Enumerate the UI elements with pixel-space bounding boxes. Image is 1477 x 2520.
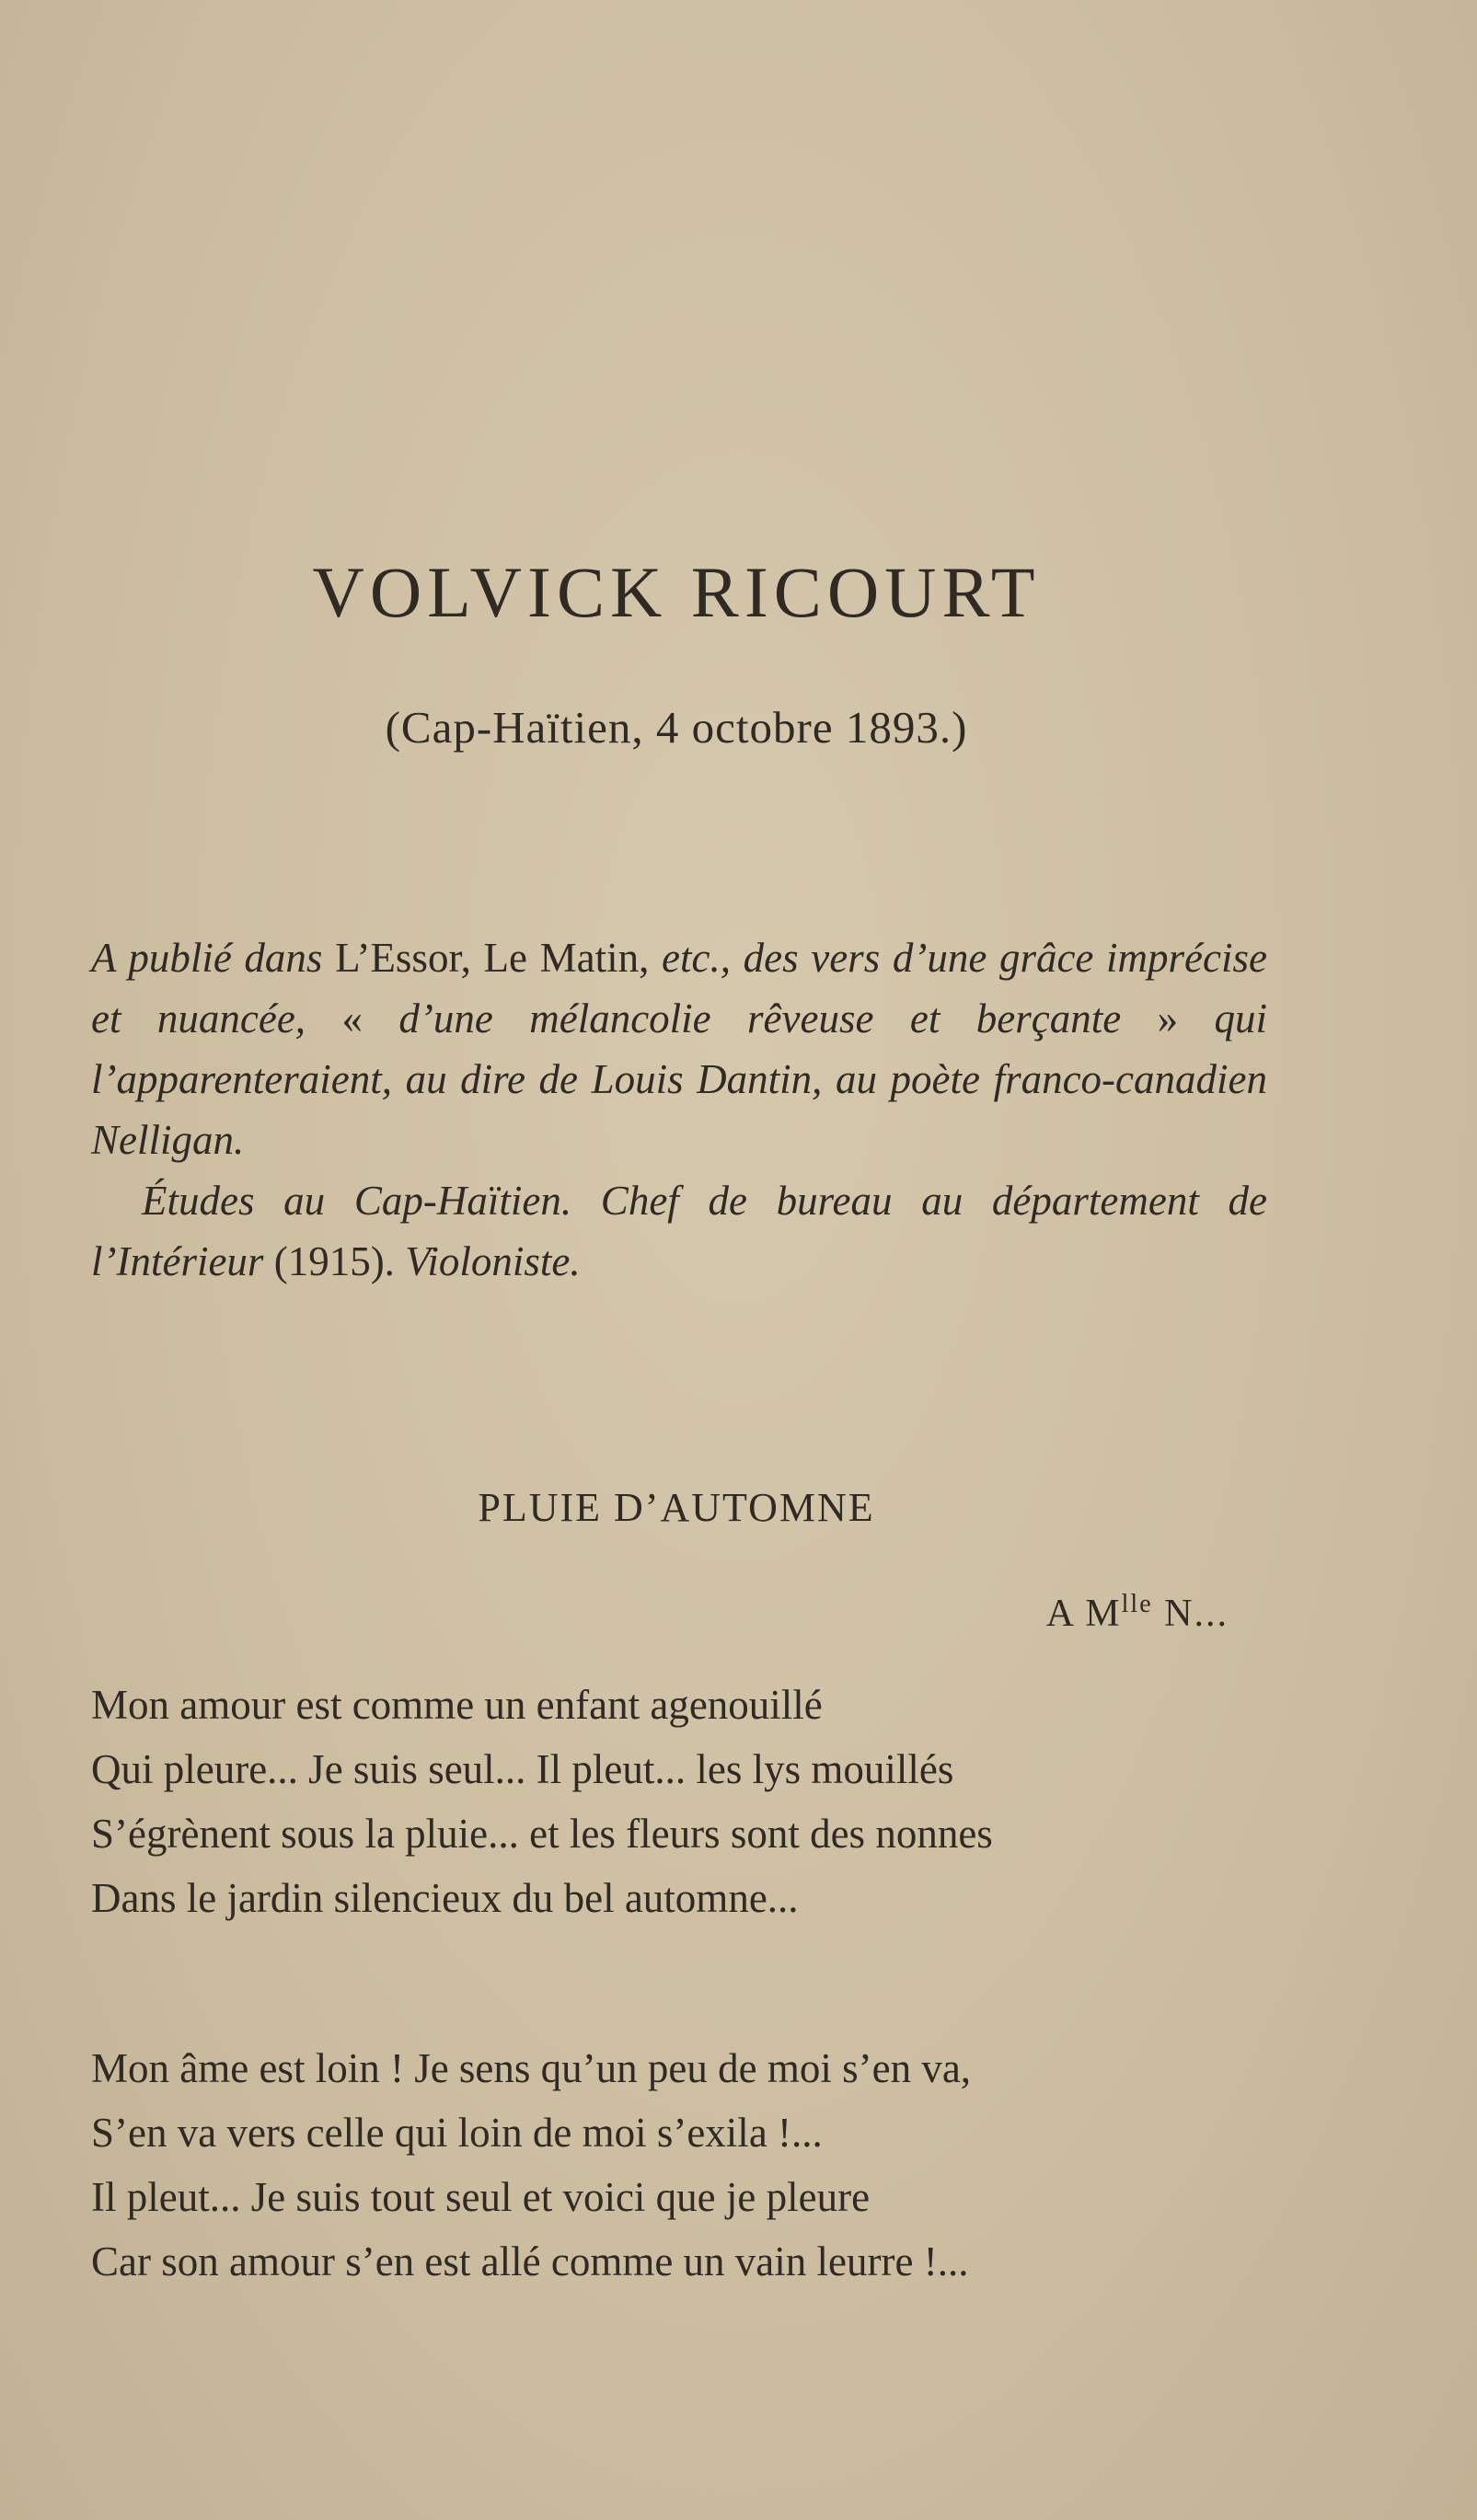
- author-bio: [91, 927, 1267, 1292]
- bio-text: etc.,: [662, 935, 731, 981]
- poem-title: PLUIE D’AUTOMNE: [478, 1485, 875, 1530]
- bio-text: A publié dans: [91, 935, 323, 981]
- bio-text: Violoniste.: [405, 1238, 581, 1284]
- verse-line: Il pleut... Je suis tout seul et voici que je pleure: [91, 2174, 871, 2220]
- verse-line: Qui pleure... Je suis seul... Il pleut... les lys mouillés: [91, 1746, 954, 1792]
- bio-quote: d’une mélancolie rêveuse et berçante: [398, 995, 1122, 1041]
- bio-text: qui l’apparenteraient, au dire de Louis Dantin, au poète franco-canadien Nelligan.: [91, 995, 1268, 1163]
- bio-text: des vers d’une grâce imprécise et nuancée,: [91, 935, 1267, 1041]
- poem-dedication: [1046, 1592, 1229, 1633]
- stanza-1: [91, 1673, 1269, 1930]
- verse-line: Mon âme est loin ! Je sens qu’un peu de moi s’en va,: [91, 2045, 972, 2091]
- quote-close: »: [1157, 995, 1179, 1041]
- author-name: VOLVICK RICOURT: [312, 552, 1041, 632]
- author-birth: (Cap-Haïtien, 4 octobre 1893.): [385, 702, 968, 753]
- quote-open: «: [341, 995, 363, 1041]
- bio-text: Études au Cap-Haïtien. Chef de bureau au département de l’Intérieur: [91, 1178, 1267, 1284]
- dedication-sup: lle: [1121, 1590, 1153, 1618]
- bio-paragraph-2: [91, 1170, 1267, 1292]
- verse-line: Dans le jardin silencieux du bel automne...: [91, 1875, 799, 1921]
- dedication-suffix: N...: [1152, 1593, 1229, 1635]
- verse-line: S’égrènent sous la pluie... et les fleurs sont des nonnes: [91, 1811, 993, 1857]
- bio-publications: L’Essor, Le Matin,: [335, 935, 650, 981]
- verse-line: Car son amour s’en est allé comme un vain leurre !...: [91, 2238, 969, 2284]
- verse-line: Mon amour est comme un enfant agenouillé: [91, 1682, 823, 1728]
- dedication-prefix: A M: [1045, 1593, 1122, 1635]
- bio-year: (1915).: [273, 1238, 395, 1284]
- verse-line: S’en va vers celle qui loin de moi s’exila !...: [91, 2110, 823, 2156]
- bio-paragraph-1: [91, 927, 1267, 1170]
- stanza-2: [91, 2036, 1269, 2294]
